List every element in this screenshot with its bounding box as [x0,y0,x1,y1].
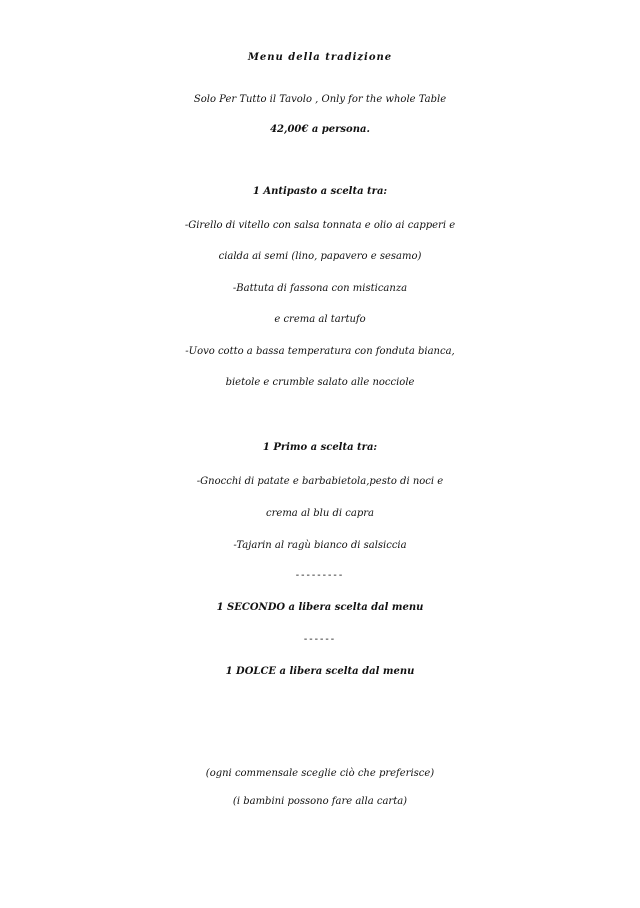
antipasto-line: e crema al tartufo [274,314,366,325]
separator: ------ [303,634,337,645]
primo-line: crema al blu di capra [266,508,374,519]
note-line: (ogni commensale sceglie ciò che preferisce) [205,768,435,779]
antipasto-line: -Battuta di fassona con misticanza [232,283,408,294]
primo-heading: 1 Primo a scelta tra: [262,442,378,453]
separator: --------- [295,570,345,581]
note-line: (i bambini possono fare alla carta) [232,796,408,807]
antipasto-line: cialda ai semi (lino, papavero e sesamo) [218,251,422,262]
menu-title: Menu della tradizione [247,52,393,63]
antipasto-line: bietole e crumble salato alle nocciole [225,377,415,388]
secondo-line: 1 SECONDO a libera scelta dal menu [216,602,424,613]
primo-line: -Gnocchi di patate e barbabietola,pesto di noci e [196,476,444,487]
dolce-line: 1 DOLCE a libera scelta dal menu [225,666,415,677]
antipasto-heading: 1 Antipasto a scelta tra: [252,186,388,197]
antipasto-line: -Uovo cotto a bassa temperatura con fonduta bianca, [185,346,455,357]
primo-line: -Tajarin al ragù bianco di salsiccia [233,540,407,551]
menu-subtitle: Solo Per Tutto il Tavolo , Only for the whole Table [193,94,447,105]
antipasto-line: -Girello di vitello con salsa tonnata e olio ai capperi e [184,220,456,231]
menu-price: 42,00€ a persona. [270,124,370,135]
